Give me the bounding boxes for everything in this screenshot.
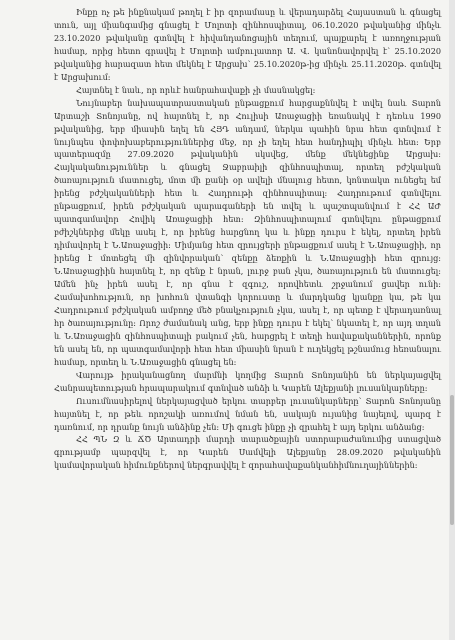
scrollbar-thumb[interactable]: [450, 395, 454, 525]
document-paragraph: ՀՀ ՊՆ Զ և ՃԾ Արտադրի մարդի տարածքային ստորաբաժանումից ստացված գրությամբ պարզվել է, որ Կարեն Սամվելի Ալեքյանը 28.09.2020 թվականին կամավորական հիմունքներով ներգրավվել է զորահավաքանկանհիմնուղայիններին:: [54, 434, 441, 471]
document-paragraph: Նույնաբեր նախապատրաստական ընթացքում հարցաքննվել է տվել նաև Տարոն Արտաշի Տոնոյանը, ով հայտնել է, որ Հուլիսի Առաջացիի եռանակվ է դեռևս 1990 թվականից, երբ միասին եղել են ՀՅԴ անդամ, ներկա պահին նրա հետ գտնվում է նույնպես փոփոխաբերություններից մեջ, որ չի եղել հետ հանդիպիլ մինչև հետ: Երբ պատերազմը 27.09.2020 թվականին սկսվեց, մենք մեկնեցինք Արցախ: Հայկականություններ և գնացել Ջաբրաիլի զինհոսպիտալ, որտեղ բժշկական ծառայություն մատուցել, մոտ մի քանի օր ավելի մնալուց հետո, կոնտակտ ունեցել եմ իրենց բժշկականների հետ և Հադրութի զինհոսպիտալ: Հադրութում գտնվելու ընթացքում, իրեն բժշկական պարագաների են տվել և պաշտպանվում է ՀՀ ԱԺ պատգամավոր Հովիկ Առաջացիի հետ: Զինհոսպիտալում գտնվելու ընթացքում բժիշկներից մեկը ասել է, որ իրենց հարցնող կա և ինքը դուրս է եկել, որտեղ իրեն դիմավորել է Ն.Առաջացիի: Միմյանց հետ զրույցերի ընթացքում ասել է Ն.Առաջացիի, որ իրենց է մոտեցել մի զինվորական՝ զենքը ձեռքին և Ն.Առաջացիի հետ զրույց: Ն.Առաջացիին հայտնել է, որ զենք է նրան, լուրջ բան չկա, ծառայություն են մատուցել: Ամեն ինչ իրեն ասել է, որ գնա է զգուշ, որովհետև շրջանում ցավեր ունի: Համախոհություն, որ խոհուն վտանգի կորուստը և մարդկանց կյանքը կա, թե կա Հադրութում բժշկական ամբողջ մեծ բնակչություն չկա, ասել է, որ պետք է վերադառնալ հր ծառայությունը: Որոշ ժամանակ անց, երբ ինքը դուրս է եկել՝ նկատել է, որ այդ տղան և Ն.Առաջացին զինհոսպիտալի բակում չեն, հարցրել է տեղի հավաքականներին, որոնք են ասել են, որ պատգամավորի հետ հետ միասին նրան է ուղեկցել թշնամուց հեռանալու համար, որտեղ և Ն.Առաջացին գնացել են:: [54, 97, 441, 367]
document-paragraph: Հայտնել է նաև, որ որևէ հանրահավաքի չի մասնակցել:: [76, 84, 316, 95]
vertical-scrollbar[interactable]: [449, 0, 455, 640]
document-paragraph: Ինքը ոչ թե ինքնակամ թողել է իր զորամասը և վերադարձել Հայաստան և գնացել տուն, այլ միանգամից գնացել է Մոլոտի զինհոսպիտալ, 06.10.2020 թվականից մինչև 23.10.2020 թվականը գտնվել է հիվանդանոցային տեղում, պայքարել է առողջության համար, որից հետո գրավել է Մոլոտի ամբուլատոր Ա. Վ. կանոնավորվել է՝ 25.10.2020 թվականից հարազատ հետ մեկնել է Արցախ՝ 25.10.2020թ-ից մինչև 25.11.2020թ. գտնվել է Արցախում:: [54, 7, 441, 82]
document-paragraph: Ուսումնասիրելով ներկայացված երկու տարբեր լուսանկարները՝ Տարոն Տոնոյանը հայտնել է, որ թեև որոշակի առումով նման են, սակայն ույանից նայելով, պարզ է դառնում, որ դրանք նույն անձինք չեն: Մի գուցե ինքը չի զրահել է այդ երկու անձանց:: [54, 395, 441, 432]
document-paragraph: Վարույթ իրականացնող մարմնի կողմից Տարոն Տոնոյանին են ներկայացվել Հանրապետության հրապարակում գտնված անձի և Կարեն Ալեքյանի լուսանկարները:: [54, 369, 441, 393]
